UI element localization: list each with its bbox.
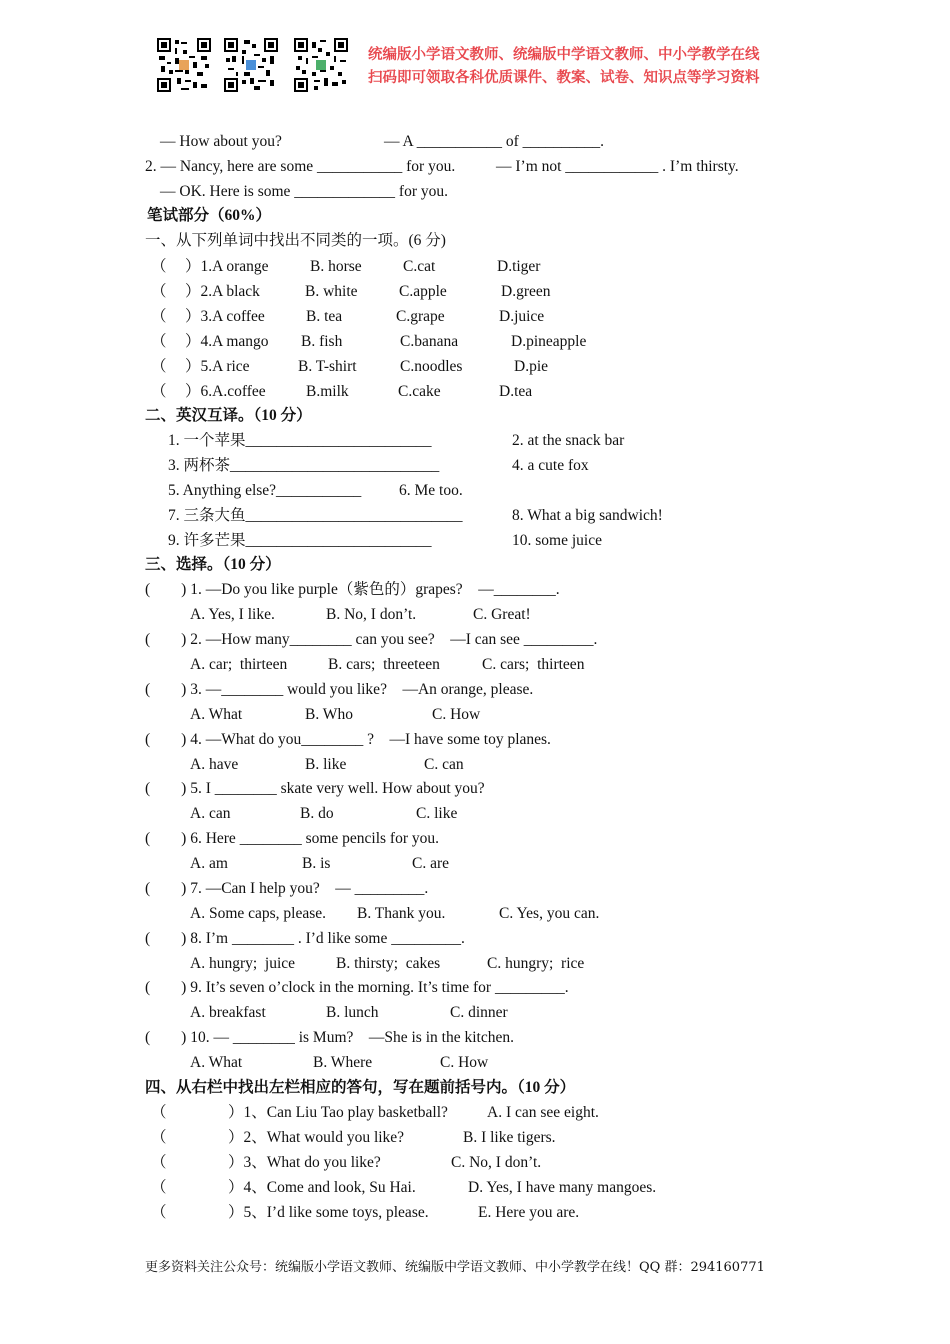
footer-note: 更多资料关注公众号：统编版小学语文教师、统编版中学语文教师、中小学教学在线！QQ 群：294160771 bbox=[145, 1260, 765, 1275]
choice-question: ( ) 4. —What do you________ ? —I have some toy planes. bbox=[145, 731, 551, 748]
choice-option: A. What bbox=[190, 1054, 243, 1071]
section2-title: 二、英汉互译。（10 分） bbox=[145, 407, 312, 424]
dialog-line: — A ___________ of __________. bbox=[384, 133, 605, 150]
choice-option: B. No, I don’t. bbox=[326, 606, 417, 623]
promo-line-2: 扫码即可领取各科优质课件、教案、试卷、知识点等学习资料 bbox=[368, 70, 760, 86]
answer-paren: （ bbox=[151, 283, 167, 300]
translation-item: 3. 两杯茶___________________________ bbox=[168, 457, 440, 474]
translation-item: 7. 三条大鱼____________________________ bbox=[168, 507, 463, 524]
choice-option: C. hungry; rice bbox=[487, 955, 585, 972]
odd-one-out-item: ）6.A.coffee bbox=[185, 383, 266, 400]
written-part-title: 笔试部分（60%） bbox=[147, 207, 272, 224]
choice-option: A. Some caps, please. bbox=[190, 905, 327, 922]
option: C.cat bbox=[403, 258, 436, 275]
option: D.tiger bbox=[497, 258, 541, 275]
odd-one-out-item: ）5.A rice bbox=[185, 358, 250, 375]
choice-option: C. like bbox=[416, 805, 458, 822]
option: B.milk bbox=[306, 383, 349, 400]
choice-question: ( ) 9. It’s seven o’clock in the morning. It’s time for _________. bbox=[145, 979, 569, 996]
choice-option: C. How bbox=[432, 706, 481, 723]
translation-item: 2. at the snack bar bbox=[512, 432, 625, 449]
choice-option: A. have bbox=[190, 756, 239, 773]
answer-paren: （ bbox=[151, 1104, 167, 1121]
match-question: ）3、What do you like? bbox=[228, 1154, 381, 1171]
qr-code-1 bbox=[157, 38, 211, 92]
translation-item: 6. Me too. bbox=[399, 482, 463, 499]
choice-option: C. Yes, you can. bbox=[499, 905, 600, 922]
answer-paren: （ bbox=[151, 1204, 167, 1221]
section3-title: 三、选择。（10 分） bbox=[145, 556, 281, 573]
choice-option: B. Where bbox=[313, 1054, 373, 1071]
answer-paren: （ bbox=[151, 1129, 167, 1146]
choice-question: ( ) 2. —How many________ can you see? —I can see _________. bbox=[145, 631, 598, 648]
option: D.green bbox=[501, 283, 551, 300]
choice-option: B. Who bbox=[305, 706, 353, 723]
option: C.banana bbox=[400, 333, 459, 350]
match-answer: E. Here you are. bbox=[478, 1204, 580, 1221]
choice-question: ( ) 7. —Can I help you? — _________. bbox=[145, 880, 429, 897]
promo-banner bbox=[368, 44, 760, 90]
choice-option: A. can bbox=[190, 805, 231, 822]
odd-one-out-item: ）4.A mango bbox=[185, 333, 269, 350]
choice-question: ( ) 10. — ________ is Mum? —She is in the kitchen. bbox=[145, 1029, 514, 1046]
translation-item: 10. some juice bbox=[512, 532, 602, 549]
answer-paren: （ bbox=[151, 258, 167, 275]
option: C.apple bbox=[399, 283, 447, 300]
choice-option: B. is bbox=[302, 855, 331, 872]
option: B. fish bbox=[301, 333, 343, 350]
option: D.pineapple bbox=[511, 333, 587, 350]
dialog-line: — How about you? bbox=[160, 133, 282, 150]
odd-one-out-item: ）1.A orange bbox=[185, 258, 269, 275]
match-question: ）4、Come and look, Su Hai. bbox=[228, 1179, 416, 1196]
match-answer: D. Yes, I have many mangoes. bbox=[468, 1179, 657, 1196]
match-answer: B. I like tigers. bbox=[463, 1129, 556, 1146]
choice-option: C. dinner bbox=[450, 1004, 508, 1021]
option: B. T-shirt bbox=[298, 358, 357, 375]
option: B. tea bbox=[306, 308, 343, 325]
option: C.grape bbox=[396, 308, 445, 325]
choice-question: ( ) 3. —________ would you like? —An orange, please. bbox=[145, 681, 534, 698]
match-question: ）2、What would you like? bbox=[228, 1129, 405, 1146]
choice-option: B. like bbox=[305, 756, 347, 773]
choice-option: A. breakfast bbox=[190, 1004, 266, 1021]
choice-option: A. What bbox=[190, 706, 243, 723]
match-question: ）5、I’d like some toys, please. bbox=[228, 1204, 429, 1221]
answer-paren: （ bbox=[151, 333, 167, 350]
choice-question: ( ) 6. Here ________ some pencils for you. bbox=[145, 830, 440, 847]
choice-option: B. cars; threeteen bbox=[328, 656, 440, 673]
choice-option: C. are bbox=[412, 855, 450, 872]
choice-option: B. lunch bbox=[326, 1004, 379, 1021]
option: C.cake bbox=[398, 383, 441, 400]
choice-option: C. can bbox=[424, 756, 464, 773]
dialog-line: — I’m not ____________ . I’m thirsty. bbox=[496, 158, 739, 175]
odd-one-out-item: ）3.A coffee bbox=[185, 308, 265, 325]
choice-option: A. car; thirteen bbox=[190, 656, 288, 673]
section1-title: 一、从下列单词中找出不同类的一项。(6 分) bbox=[145, 232, 446, 249]
option: D.tea bbox=[499, 383, 533, 400]
option: C.noodles bbox=[400, 358, 463, 375]
translation-item: 1. 一个苹果________________________ bbox=[168, 432, 432, 449]
option: B. white bbox=[305, 283, 358, 300]
match-answer: A. I can see eight. bbox=[487, 1104, 599, 1121]
translation-item: 4. a cute fox bbox=[512, 457, 589, 474]
answer-paren: （ bbox=[151, 358, 167, 375]
choice-option: B. thirsty; cakes bbox=[336, 955, 441, 972]
translation-item: 9. 许多芒果________________________ bbox=[168, 532, 432, 549]
odd-one-out-item: ）2.A black bbox=[185, 283, 260, 300]
answer-paren: （ bbox=[151, 1154, 167, 1171]
translation-item: 8. What a big sandwich! bbox=[512, 507, 663, 524]
choice-option: A. hungry; juice bbox=[190, 955, 296, 972]
promo-line-1: 统编版小学语文教师、统编版中学语文教师、中小学教学在线 bbox=[368, 47, 760, 63]
option: D.pie bbox=[514, 358, 549, 375]
dialog-line: — OK. Here is some _____________ for you. bbox=[160, 183, 449, 200]
choice-option: C. cars; thirteen bbox=[482, 656, 585, 673]
choice-question: ( ) 1. —Do you like purple（紫色的）grapes? —________. bbox=[145, 581, 560, 598]
answer-paren: （ bbox=[151, 383, 167, 400]
choice-option: B. do bbox=[300, 805, 334, 822]
section4-title: 四、从右栏中找出左栏相应的答句，写在题前括号内。（10 分） bbox=[145, 1079, 576, 1096]
match-question: ）1、Can Liu Tao play basketball? bbox=[228, 1104, 448, 1121]
qr-code-3 bbox=[294, 38, 348, 92]
choice-question: ( ) 8. I’m ________ . I’d like some _________. bbox=[145, 930, 465, 947]
answer-paren: （ bbox=[151, 1179, 167, 1196]
choice-option: A. Yes, I like. bbox=[190, 606, 275, 623]
answer-paren: （ bbox=[151, 308, 167, 325]
option: B. horse bbox=[310, 258, 362, 275]
qr-code-2 bbox=[224, 38, 278, 92]
choice-option: B. Thank you. bbox=[357, 905, 446, 922]
match-answer: C. No, I don’t. bbox=[451, 1154, 542, 1171]
choice-option: A. am bbox=[190, 855, 228, 872]
choice-option: C. Great! bbox=[473, 606, 531, 623]
choice-option: C. How bbox=[440, 1054, 489, 1071]
choice-question: ( ) 5. I ________ skate very well. How about you? bbox=[145, 780, 485, 797]
translation-item: 5. Anything else?___________ bbox=[168, 482, 362, 499]
dialog-line: 2. — Nancy, here are some ___________ for you. bbox=[145, 158, 456, 175]
option: D.juice bbox=[499, 308, 545, 325]
